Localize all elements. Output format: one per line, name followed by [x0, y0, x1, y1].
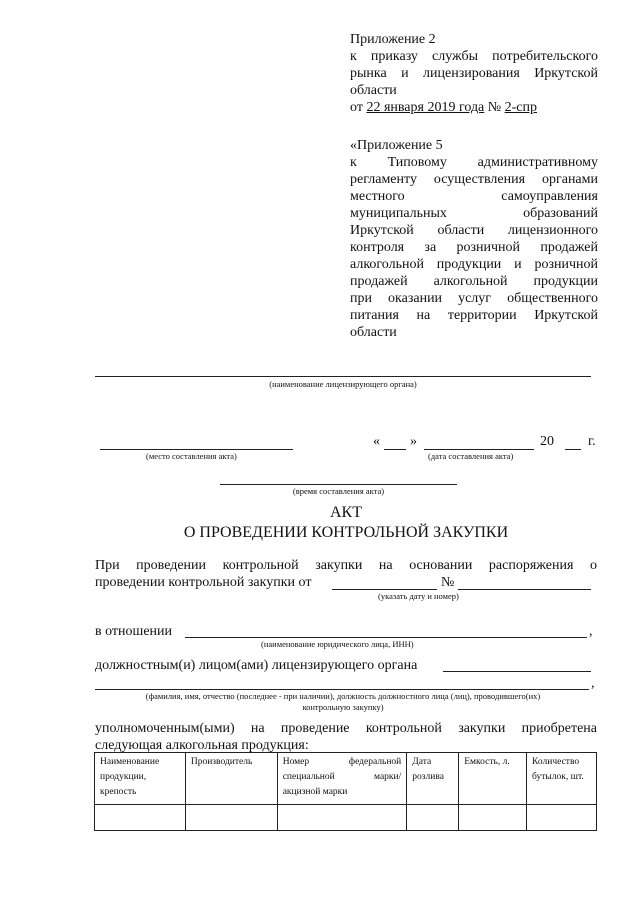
order-number-sign: №: [441, 575, 455, 590]
appendix-5-line: к Типовому административному: [350, 155, 598, 170]
licensing-body-field[interactable]: [95, 376, 591, 377]
appendix-2-block: [350, 31, 598, 116]
appendix-5-line: регламенту осуществления органами: [350, 172, 598, 187]
appendix-5-line: местного самоуправления: [350, 189, 598, 204]
appendix-5-line: области: [350, 325, 397, 340]
header-stamp-number: Номер федеральной специальной марки/акцизной марки: [277, 753, 407, 805]
authorized-line2: следующая алкогольная продукция:: [95, 738, 309, 753]
purchase-basis-line2: проведении контрольной закупки от: [95, 575, 312, 590]
officials-field-2[interactable]: [95, 689, 589, 690]
appendix-5-line: алкогольной продукции и розничной: [350, 257, 598, 272]
appendix-5-block: [350, 137, 598, 341]
header-bottling-date: Дата розлива: [407, 753, 459, 805]
date-quote-open: «: [373, 434, 380, 449]
place-caption: (место составления акта): [146, 451, 237, 461]
appendix-5-line: муниципальных образований: [350, 206, 598, 221]
appendix-2-line: к приказу службы потребительского: [350, 49, 598, 64]
appendix-5-line: питания на территории Иркутской: [350, 308, 598, 323]
appendix-2-order-ref: от 22 января 2019 года № 2-спр: [350, 100, 538, 115]
header-capacity: Емкость, л.: [459, 753, 527, 805]
purchase-basis-line1: При проведении контрольной закупки на основании распоряжения о: [95, 558, 597, 573]
place-field[interactable]: [100, 449, 293, 450]
officials-label: должностным(и) лицом(ами) лицензирующего органа: [95, 658, 418, 673]
officials-comma: ,: [591, 676, 595, 691]
officials-caption-1: (фамилия, имя, отчество (последнее - при наличии), должность должностного лица (лиц), проводившего(их): [145, 691, 541, 701]
order-date-field[interactable]: [332, 589, 437, 590]
licensing-body-caption: (наименование лицензирующего органа): [269, 379, 417, 389]
order-number-field[interactable]: [458, 589, 591, 590]
cell-capacity[interactable]: [459, 805, 527, 831]
header-product-name: Наименование продукции, крепость: [95, 753, 186, 805]
act-title-line1: АКТ: [330, 504, 362, 521]
time-field[interactable]: [220, 484, 457, 485]
act-title-line2: О ПРОВЕДЕНИИ КОНТРОЛЬНОЙ ЗАКУПКИ: [183, 524, 509, 541]
year-prefix: 20: [540, 434, 554, 449]
legal-entity-field[interactable]: [185, 637, 587, 638]
officials-caption-2: контрольную закупку): [302, 702, 384, 712]
table-header-row: [95, 753, 597, 805]
appendix-5-line: контроля за розничной продажей: [350, 240, 598, 255]
goods-table: [94, 752, 597, 831]
cell-product-name[interactable]: [95, 805, 186, 831]
authorized-line1: уполномоченным(ыми) на проведение контрольной закупки приобретена: [95, 721, 597, 736]
act-title: [95, 503, 597, 543]
appendix-2-line: области: [350, 83, 397, 98]
appendix-5-line: Иркутской области лицензионного: [350, 223, 598, 238]
header-bottle-count: Количество бутылок, шт.: [527, 753, 597, 805]
cell-bottle-count[interactable]: [527, 805, 597, 831]
day-field[interactable]: [384, 449, 406, 450]
cell-bottling-date[interactable]: [407, 805, 459, 831]
year-suffix: г.: [588, 434, 596, 449]
order-number: 2-спр: [504, 100, 538, 115]
legal-entity-caption: (наименование юридического лица, ИНН): [261, 639, 414, 649]
regarding-label: в отношении: [95, 624, 173, 639]
cell-producer[interactable]: [185, 805, 277, 831]
regarding-comma: ,: [589, 624, 593, 639]
table-row: [95, 805, 597, 831]
officials-field-1[interactable]: [443, 671, 591, 672]
header-producer: Производитель: [185, 753, 277, 805]
date-number-caption: (указать дату и номер): [378, 591, 459, 601]
date-quote-close: »: [410, 434, 417, 449]
year-field[interactable]: [565, 449, 581, 450]
order-date: 22 января 2019 года: [366, 100, 485, 115]
date-caption: (дата составления акта): [428, 451, 514, 461]
month-field[interactable]: [424, 449, 534, 450]
appendix-5-title: «Приложение 5: [350, 138, 443, 153]
appendix-2-title: Приложение 2: [350, 32, 436, 47]
cell-stamp-number[interactable]: [277, 805, 407, 831]
appendix-5-line: при оказании услуг общественного: [350, 291, 598, 306]
time-caption: (время составления акта): [292, 486, 385, 496]
appendix-2-line: рынка и лицензирования Иркутской: [350, 66, 598, 81]
appendix-5-line: продажей алкогольной продукции: [350, 274, 598, 289]
